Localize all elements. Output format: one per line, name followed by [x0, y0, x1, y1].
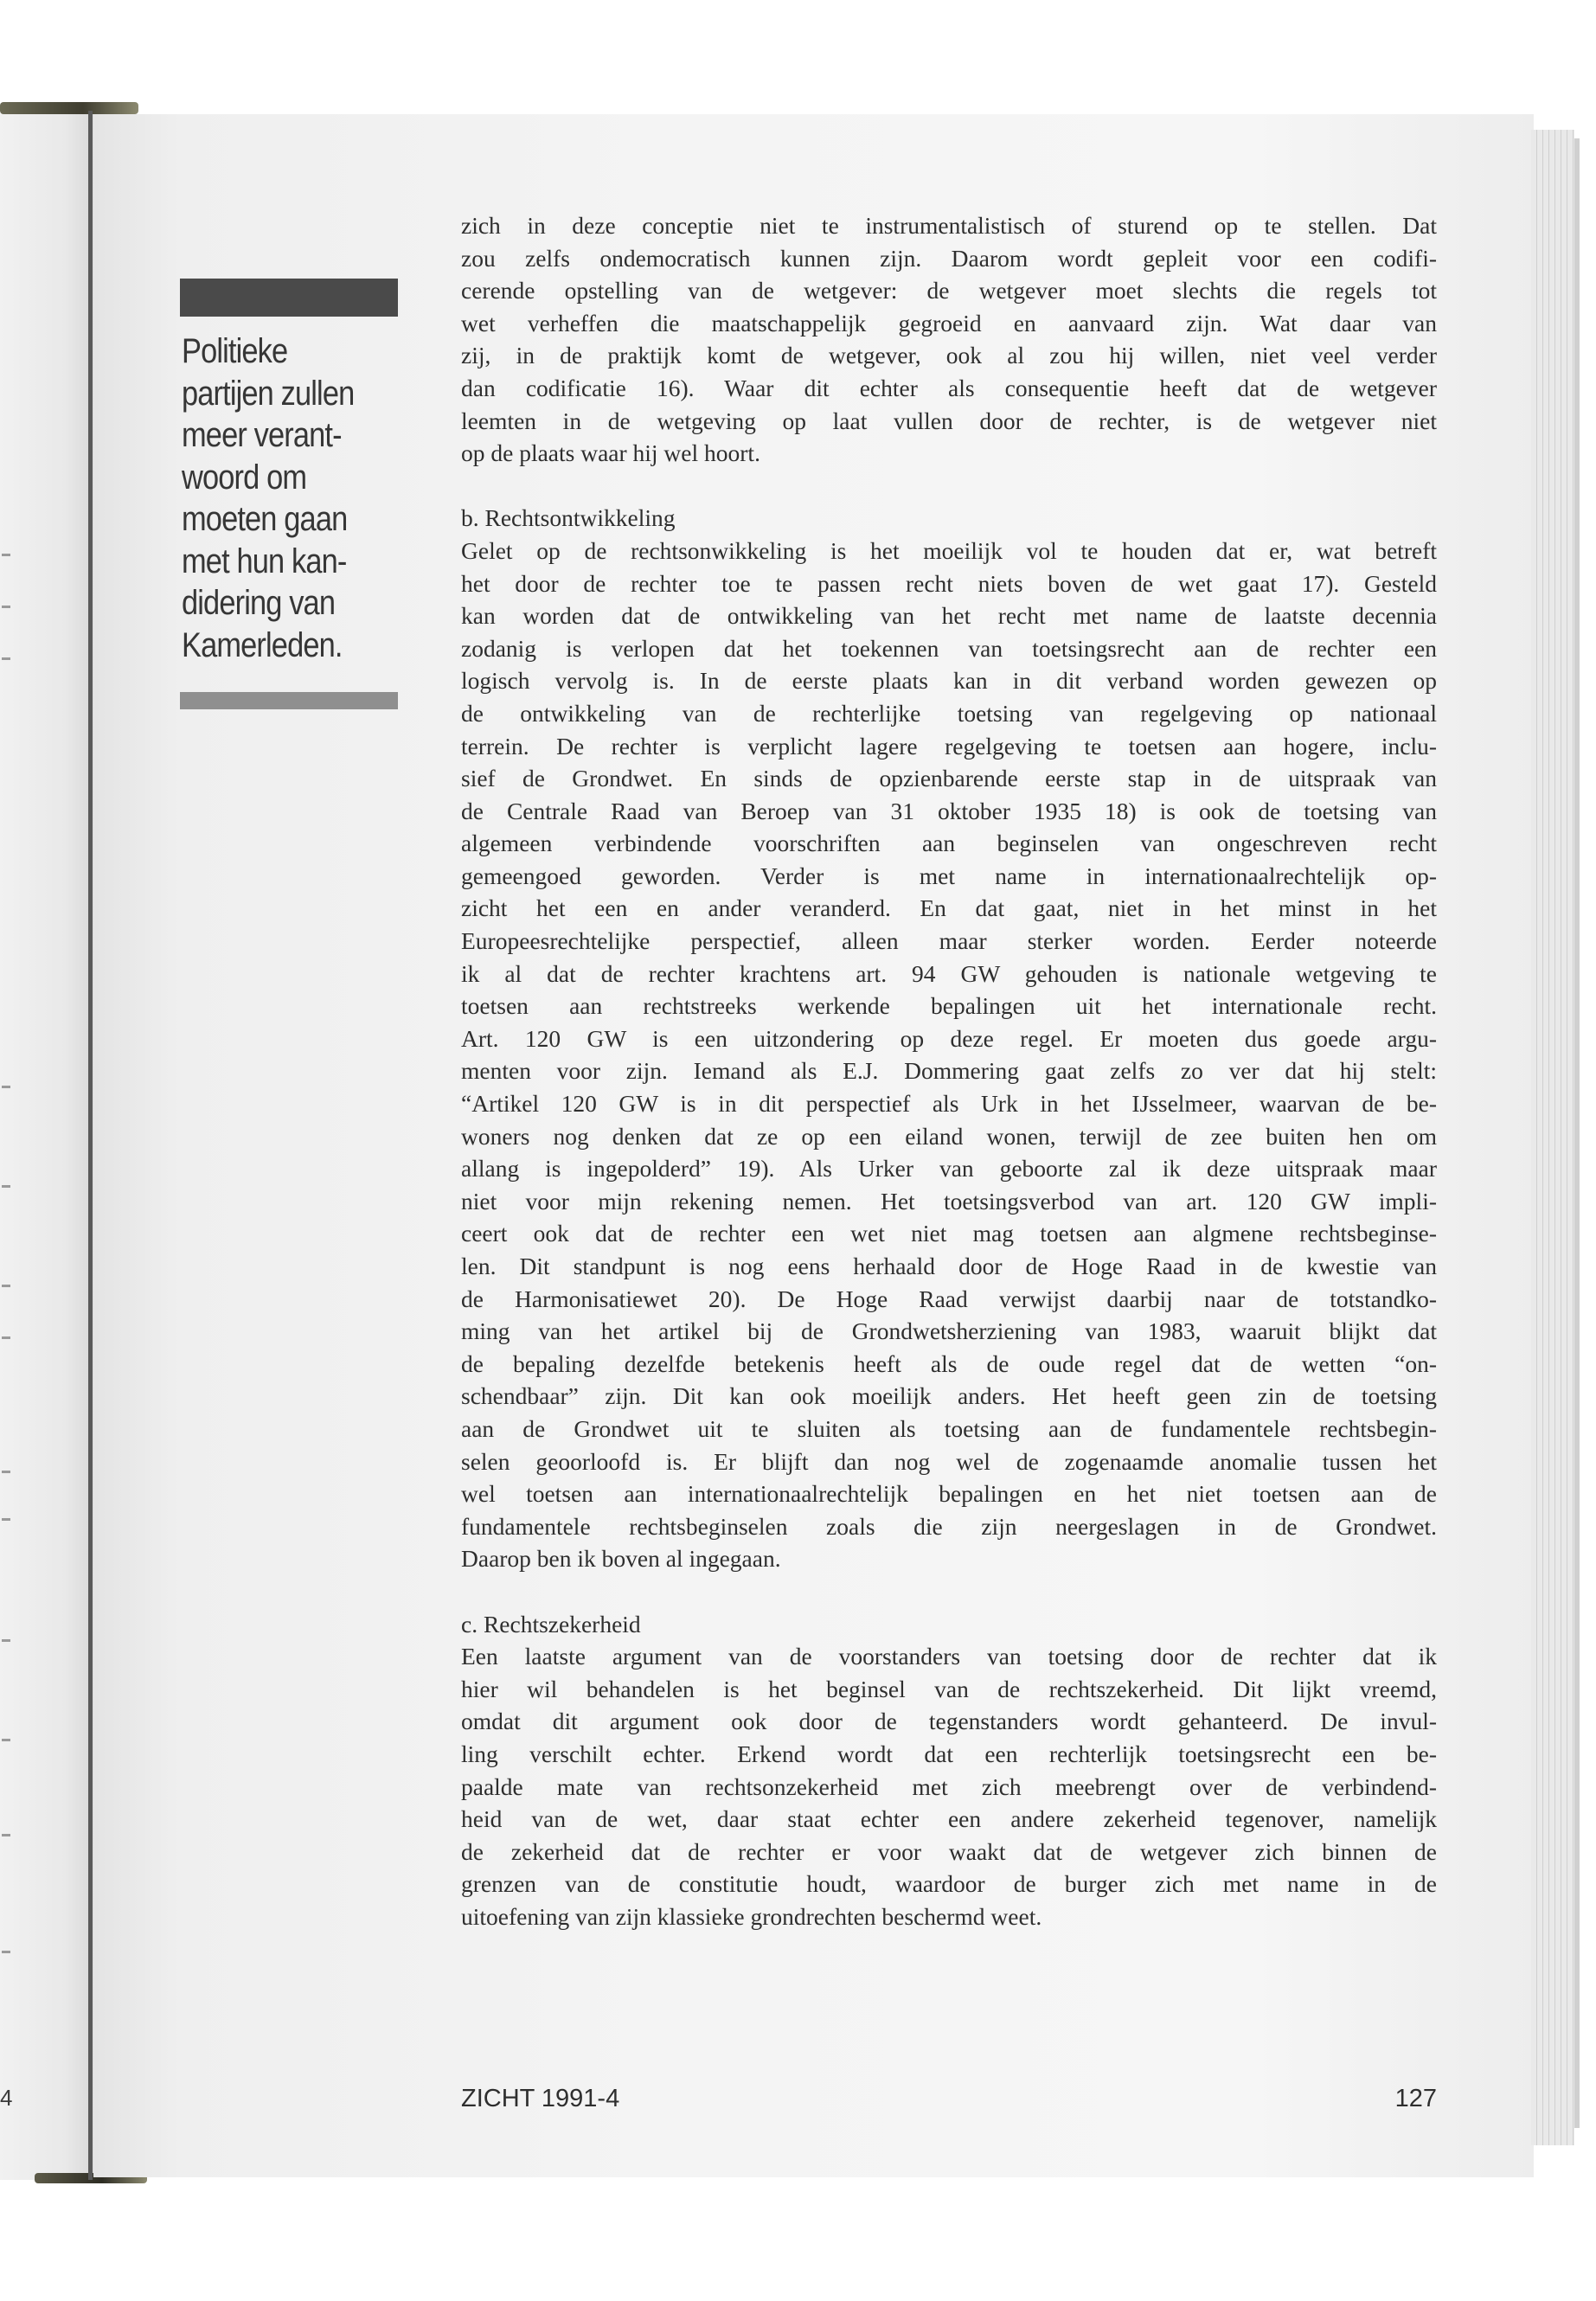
- text-line: terrein. De rechter is verplicht lagere regelgeving te toetsen aan hogere, inclu-: [461, 732, 1437, 760]
- intro-paragraph: [461, 209, 1437, 470]
- binding-top: [0, 102, 138, 114]
- text-line: Art. 120 GW is een uitzondering op deze regel. Er moeten dus goede argu-: [461, 1024, 1437, 1052]
- page-stack-edge: [1531, 130, 1574, 2145]
- text-line: toetsen aan rechtstreeks werkende bepalingen uit het internationale recht.: [461, 992, 1437, 1020]
- text-line: heid van de wet, daar staat echter een andere zekerheid tegenover, namelijk: [461, 1805, 1437, 1833]
- text-line: niet voor mijn rekening nemen. Het toetsingsverbod van art. 120 GW impli-: [461, 1187, 1437, 1215]
- text-line: de bepaling dezelfde betekenis heeft als de oude regel dat de wetten “on-: [461, 1349, 1437, 1377]
- pull-quote-line: moeten gaan: [182, 500, 348, 538]
- text-line: zij, in de praktijk komt de wetgever, ook al zou hij willen, niet veel verder: [461, 342, 1437, 369]
- text-line: ming van het artikel bij de Grondwetsherziening van 1983, waaruit blijkt dat: [461, 1317, 1437, 1345]
- text-line: sief de Grondwet. En sinds de opzienbarende eerste stap in de uitspraak van: [461, 765, 1437, 792]
- text-line: Een laatste argument van de voorstanders van toetsing door de rechter dat ik: [461, 1643, 1437, 1670]
- text-line: de ontwikkeling van de rechterlijke toetsing van regelgeving op nationaal: [461, 699, 1437, 727]
- text-line: Europeesrechtelijke perspectief, alleen maar sterker worden. Eerder noteerde: [461, 927, 1437, 955]
- page-number: 127: [1394, 2085, 1437, 2112]
- text-line: selen geoorloofd is. Er blijft dan nog wel de zogenaamde anomalie tussen het: [461, 1447, 1437, 1475]
- article-body: [461, 209, 1437, 1932]
- text-line: de zekerheid dat de rechter er voor waakt dat de wetgever zich binnen de: [461, 1837, 1437, 1865]
- pull-quote-line: met hun kan-: [182, 542, 347, 580]
- text-line: leemten in de wetgeving op laat vullen door de rechter, is de wetgever niet: [461, 407, 1437, 434]
- text-line: grenzen van de constitutie houdt, waardoor de burger zich met name in de: [461, 1870, 1437, 1898]
- pull-quote-line: meer verant-: [182, 416, 342, 454]
- text-line: “Artikel 120 GW is in dit perspectief als Urk in het IJsselmeer, waarvan de be-: [461, 1090, 1437, 1118]
- pull-quote-line: didering van: [182, 584, 336, 622]
- text-line: fundamentele rechtsbeginselen zoals die zijn neergeslagen in de Grondwet.: [461, 1512, 1437, 1540]
- text-line: zodanig is verlopen dat het toekennen van toetsingsrecht aan de rechter een: [461, 634, 1437, 662]
- text-line: ik al dat de rechter krachtens art. 94 GW gehouden is nationale wetgeving te: [461, 959, 1437, 987]
- section-heading-b: b. Rechtsontwikkeling: [461, 504, 676, 532]
- pull-quote-line: Kamerleden.: [182, 625, 343, 664]
- text-line: de Harmonisatiewet 20). De Hoge Raad verwijst daarbij naar de totstandko-: [461, 1285, 1437, 1312]
- text-line: cerende opstelling van de wetgever: de wetgever moet slechts die regels tot: [461, 277, 1437, 304]
- text-line: omdat dit argument ook door de tegenstanders wordt gehanteerd. De invul-: [461, 1708, 1437, 1735]
- text-line: logisch vervolg is. In de eerste plaats kan in dit verband worden gewezen op: [461, 667, 1437, 695]
- section-b-paragraph: [461, 535, 1437, 1575]
- spine-line: [88, 111, 93, 2180]
- page-shadow: [1574, 138, 1580, 2128]
- paragraph-gap: [461, 1575, 1437, 1608]
- pull-quote: [182, 330, 368, 666]
- text-line: woners nog denken dat ze op een eiland wonen, terwijl de zee buiten hen om: [461, 1122, 1437, 1150]
- text-line: wel toetsen aan internationaalrechtelijk bepalingen en het niet toetsen aan de: [461, 1480, 1437, 1508]
- text-line: ceert ook dat de rechter een wet niet mag toetsen aan algmene rechtsbeginse-: [461, 1220, 1437, 1247]
- text-line: paalde mate van rechtsonzekerheid met zich meebrengt over de verbindend-: [461, 1772, 1437, 1800]
- pull-quote-line: Politieke: [182, 332, 288, 370]
- text-line: len. Dit standpunt is nog eens herhaald door de Hoge Raad in de kwestie van: [461, 1253, 1437, 1279]
- text-line: dan codificatie 16). Waar dit echter als consequentie heeft dat de wetgever: [461, 374, 1437, 401]
- text-line: aan de Grondwet uit te sluiten als toetsing aan de fundamentele rechtsbegin-: [461, 1414, 1437, 1442]
- text-line: zicht het een en ander veranderd. En dat gaat, niet in het minst in het: [461, 894, 1437, 922]
- text-line: de Centrale Raad van Beroep van 31 oktober 1935 18) is ook de toetsing van: [461, 797, 1437, 824]
- text-line: Daarop ben ik boven al ingegaan.: [461, 1545, 781, 1573]
- text-line: zich in deze conceptie niet te instrumentalistisch of sturend op te stellen. Dat: [461, 212, 1437, 239]
- section-heading-c: c. Rechtszekerheid: [461, 1610, 641, 1638]
- text-line: schendbaar” zijn. Dit kan ook moeilijk anders. Het heeft geen zin de toetsing: [461, 1382, 1437, 1410]
- text-line: op de plaats waar hij wel hoort.: [461, 439, 760, 467]
- previous-page-number: 4: [0, 2085, 13, 2111]
- text-line: het door de rechter toe te passen recht niets boven de wet gaat 17). Gesteld: [461, 569, 1437, 597]
- text-line: menten voor zijn. Iemand als E.J. Dommering gaat zelfs zo ver dat hij stelt:: [461, 1057, 1437, 1085]
- text-line: zou zelfs ondemocratisch kunnen zijn. Daarom wordt gepleit voor een codifi-: [461, 244, 1437, 272]
- text-line: ling verschilt echter. Erkend wordt dat een rechterlijk toetsingsrecht een be-: [461, 1740, 1437, 1767]
- text-line: Gelet op de rechtsonwikkeling is het moeilijk vol te houden dat er, wat betreft: [461, 536, 1437, 564]
- previous-page-text-fragments: [0, 0, 17, 2301]
- text-line: uitoefening van zijn klassieke grondrechten beschermd weet.: [461, 1902, 1042, 1930]
- pull-quote-line: partijen zullen: [182, 374, 355, 413]
- text-line: wet verheffen die maatschappelijk gegroeid en aanvaard zijn. Wat daar van: [461, 309, 1437, 336]
- section-c-paragraph: [461, 1640, 1437, 1932]
- text-line: gemeengoed geworden. Verder is met name in internationaalrechtelijk op-: [461, 862, 1437, 889]
- text-line: algemeen verbindende voorschriften aan beginselen van ongeschreven recht: [461, 830, 1437, 857]
- text-line: kan worden dat de ontwikkeling van het recht met name de laatste decennia: [461, 602, 1437, 630]
- paragraph-gap: [461, 470, 1437, 503]
- text-line: allang is ingepolderd” 19). Als Urker van geboorte zal ik deze uitspraak maar: [461, 1155, 1437, 1183]
- journal-footer: ZICHT 1991-4: [461, 2085, 620, 2112]
- pull-quote-top-bar: [180, 279, 398, 317]
- pull-quote-line: woord om: [182, 458, 307, 497]
- pull-quote-bottom-bar: [180, 692, 398, 709]
- text-line: hier wil behandelen is het beginsel van de rechtszekerheid. Dit lijkt vreemd,: [461, 1675, 1437, 1702]
